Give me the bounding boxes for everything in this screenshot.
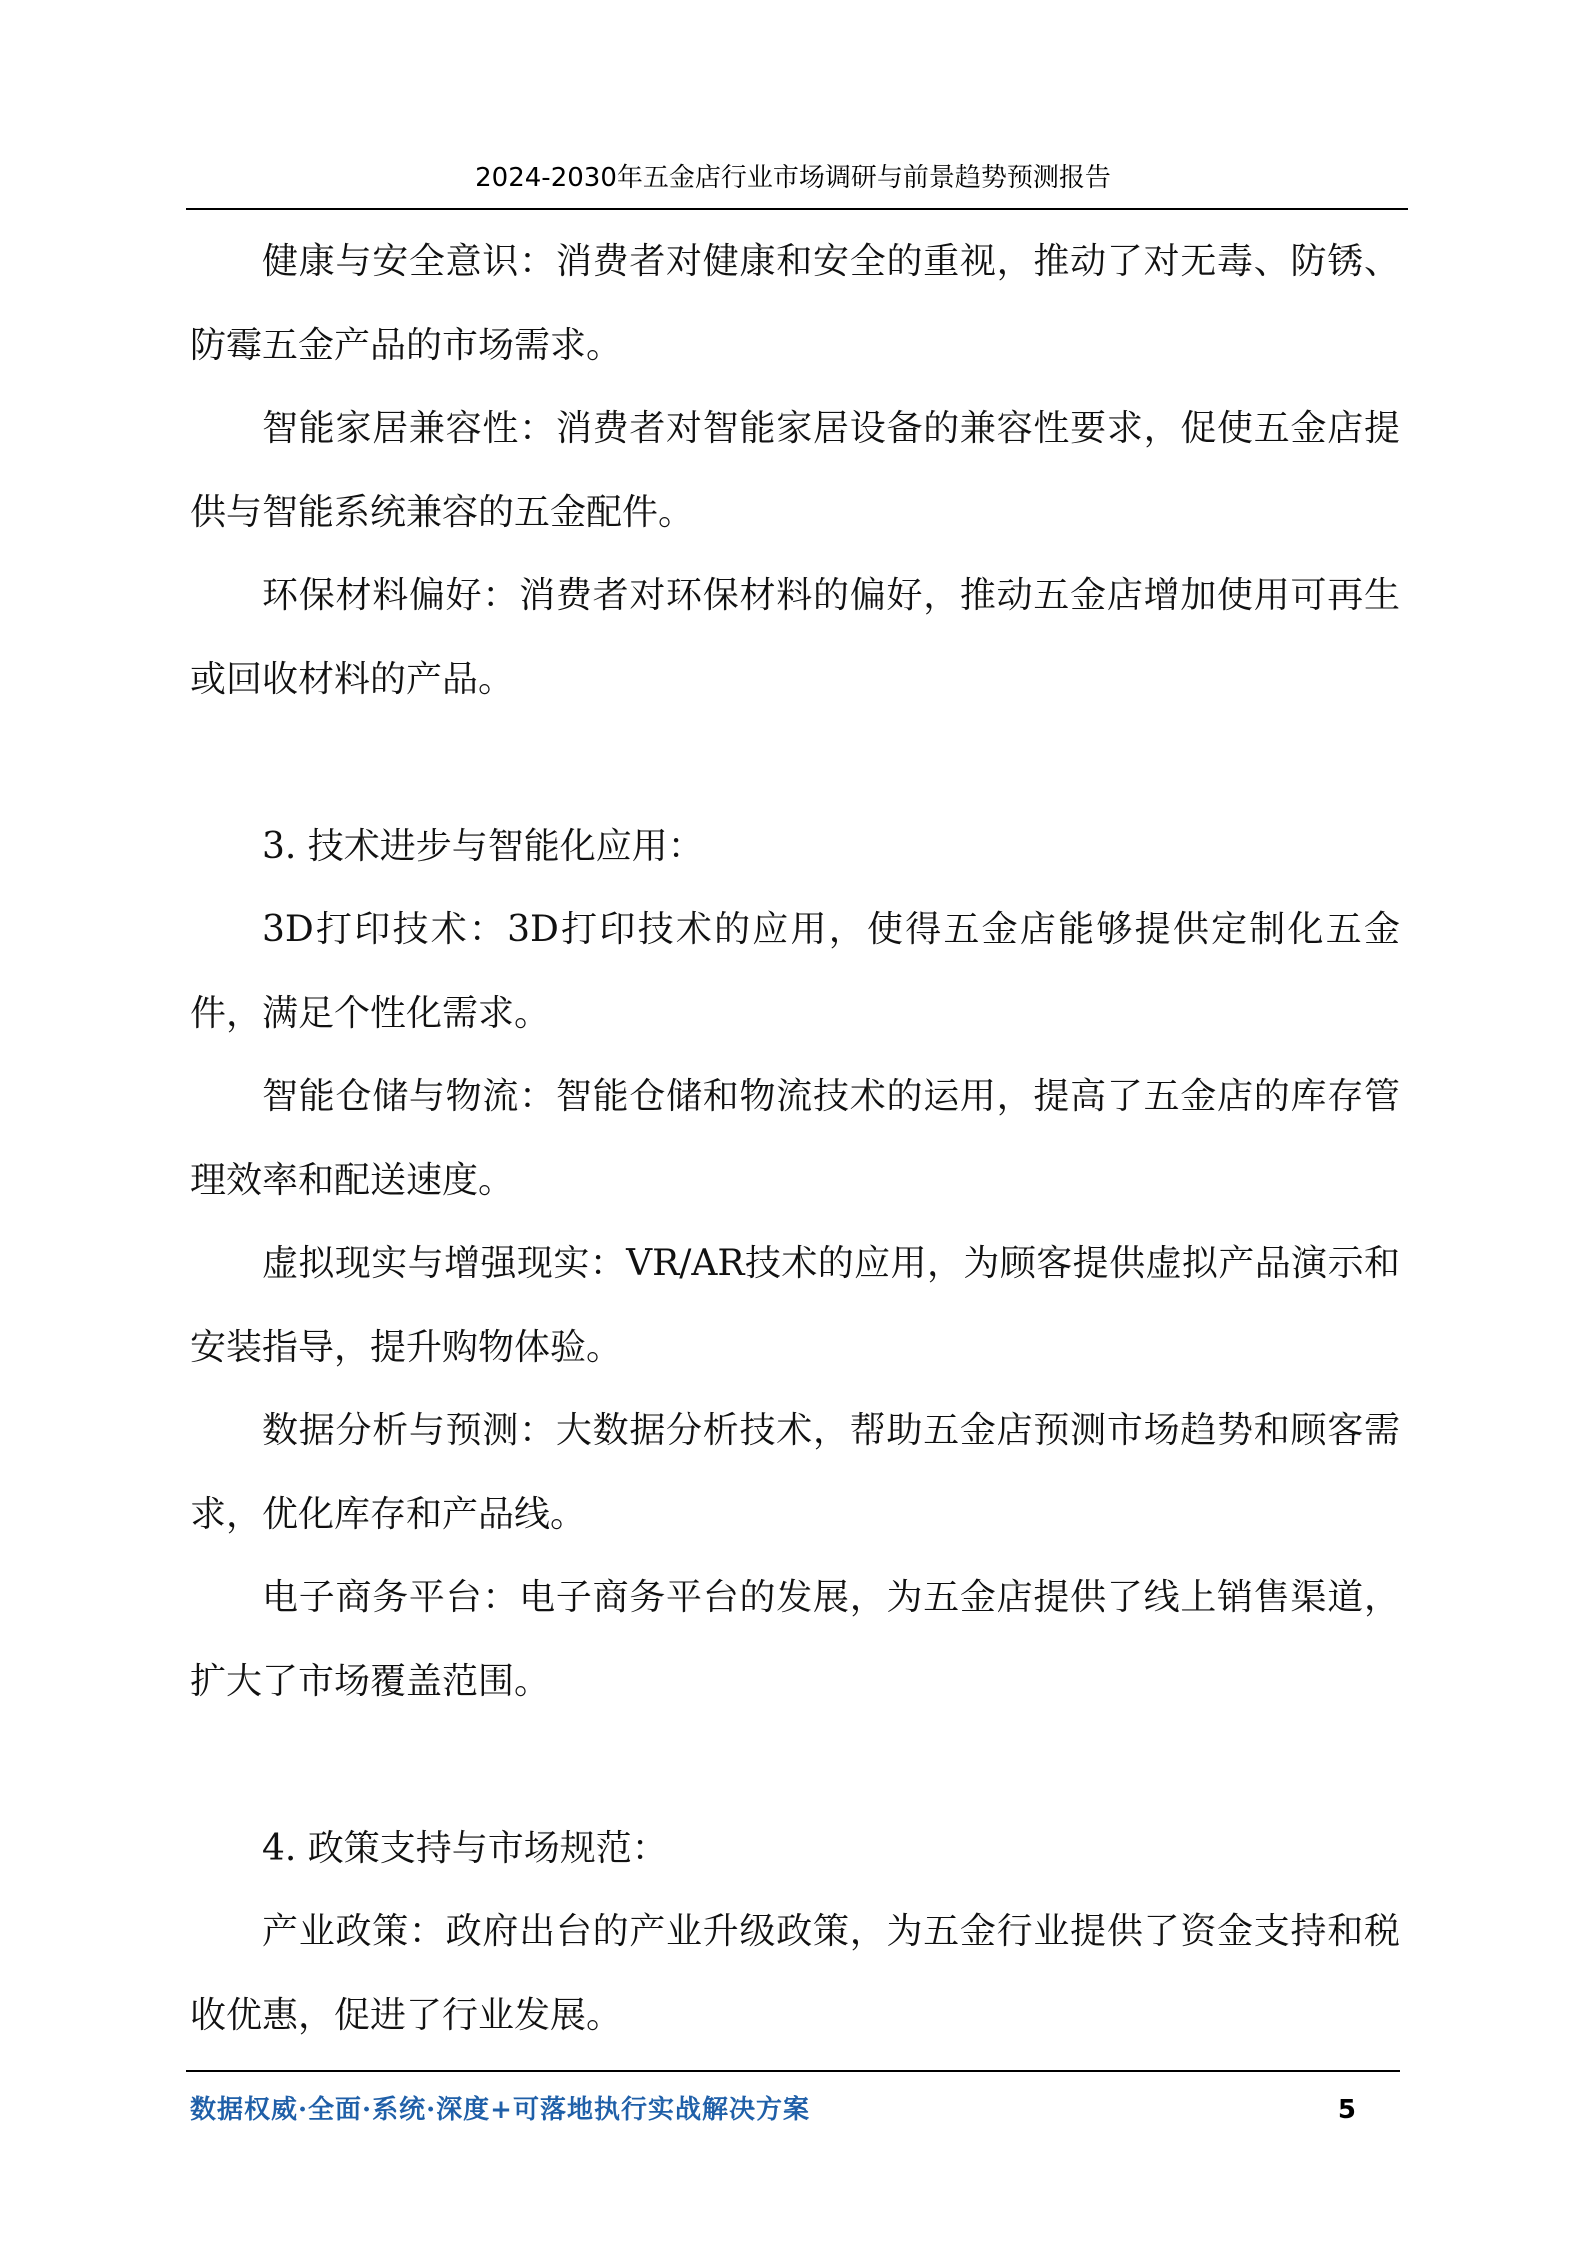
paragraph-ecommerce: 电子商务平台：电子商务平台的发展，为五金店提供了线上销售渠道，扩大了市场覆盖范围。	[190, 1577, 1400, 1702]
paragraph-3d-printing: 3D打印技术：3D打印技术的应用，使得五金店能够提供定制化五金件，满足个性化需求。	[190, 909, 1400, 1034]
paragraph-industry-policy: 产业政策：政府出台的产业升级政策，为五金行业提供了资金支持和税收优惠，促进了行业发展。	[190, 1911, 1400, 2036]
document-body	[190, 220, 1400, 2057]
section-gap	[190, 721, 1400, 805]
report-header-title: 2024-2030年五金店行业市场调研与前景趋势预测报告	[475, 163, 1111, 193]
paragraph-data-analysis: 数据分析与预测：大数据分析技术，帮助五金店预测市场趋势和顾客需求，优化库存和产品线。	[190, 1410, 1400, 1535]
section-heading-3: 3. 技术进步与智能化应用：	[262, 825, 704, 867]
paragraph-health-safety: 健康与安全意识：消费者对健康和安全的重视，推动了对无毒、防锈、防霉五金产品的市场需求。	[190, 241, 1400, 366]
paragraph-smart-home: 智能家居兼容性：消费者对智能家居设备的兼容性要求，促使五金店提供与智能系统兼容的五金配件。	[190, 408, 1400, 533]
paragraph-eco-materials: 环保材料偏好：消费者对环保材料的偏好，推动五金店增加使用可再生或回收材料的产品。	[190, 575, 1400, 700]
footer-divider	[186, 2070, 1400, 2072]
page-number: 5	[1337, 2095, 1356, 2125]
section-heading-4: 4. 政策支持与市场规范：	[262, 1827, 668, 1869]
paragraph-smart-logistics: 智能仓储与物流：智能仓储和物流技术的运用，提高了五金店的库存管理效率和配送速度。	[190, 1076, 1400, 1201]
footer-slogan: 数据权威·全面·系统·深度+可落地执行实战解决方案	[190, 2095, 810, 2125]
section-gap	[190, 1723, 1400, 1807]
header-divider	[186, 208, 1408, 210]
paragraph-vr-ar: 虚拟现实与增强现实：VR/AR技术的应用，为顾客提供虚拟产品演示和安装指导，提升购物体验。	[190, 1243, 1400, 1368]
